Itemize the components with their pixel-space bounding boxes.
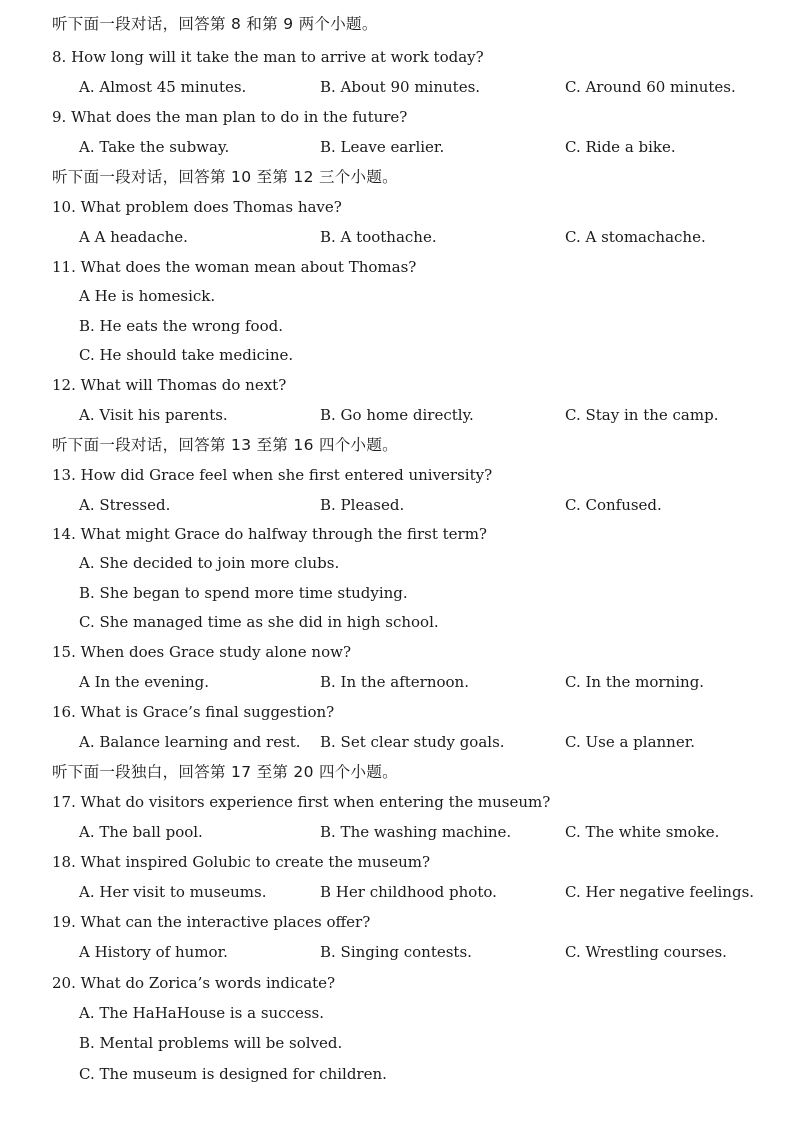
question-13-options	[0, 490, 800, 520]
question-20	[0, 968, 800, 998]
question-11-option-b	[0, 311, 800, 341]
question-20-option-b	[0, 1028, 800, 1058]
question-18	[0, 847, 800, 877]
question-14	[0, 519, 800, 549]
section-header-text: 听下面一段对话，回答第 13 至第 16 四个小题。	[52, 436, 398, 454]
option-a: A. Balance learning and rest.	[79, 733, 301, 751]
question-14-option-a	[0, 548, 800, 578]
option-a: A. Take the subway.	[79, 138, 230, 156]
option-c: C. Wrestling courses.	[565, 943, 727, 961]
option-b: B. He eats the wrong food.	[79, 317, 283, 335]
option-a: A. Her visit to museums.	[79, 883, 267, 901]
section-header	[0, 9, 800, 39]
section-header-text: 听下面一段对话，回答第 10 至第 12 三个小题。	[52, 168, 398, 186]
option-b: B. Singing contests.	[320, 943, 472, 961]
option-a: A. The HaHaHouse is a success.	[79, 1004, 325, 1022]
option-c: C. Her negative feelings.	[565, 883, 755, 901]
question-17-options	[0, 817, 800, 847]
question-16-options	[0, 727, 800, 757]
section-header	[0, 757, 800, 787]
section-header-text: 听下面一段独白，回答第 17 至第 20 四个小题。	[52, 763, 398, 781]
option-a: A. The ball pool.	[79, 823, 203, 841]
option-a: A. Visit his parents.	[79, 406, 228, 424]
question-11-option-c	[0, 340, 800, 370]
question-12-options	[0, 400, 800, 430]
question-text: 16. What is Grace’s final suggestion?	[52, 703, 335, 721]
option-c: C. Confused.	[565, 496, 662, 514]
option-b: B. A toothache.	[320, 228, 437, 246]
option-b: B. She began to spend more time studying.	[79, 584, 408, 602]
question-9-options	[0, 132, 800, 162]
option-b: B. Set clear study goals.	[320, 733, 505, 751]
question-text: 11. What does the woman mean about Thomas?	[52, 258, 417, 276]
question-15-options	[0, 667, 800, 697]
section-header-text: 听下面一段对话，回答第 8 和第 9 两个小题。	[52, 15, 378, 33]
question-15	[0, 637, 800, 667]
option-a: A He is homesick.	[79, 287, 216, 305]
question-9	[0, 102, 800, 132]
option-b: B. Leave earlier.	[320, 138, 445, 156]
option-a: A. Almost 45 minutes.	[79, 78, 247, 96]
option-c: C. He should take medicine.	[79, 346, 294, 364]
question-text: 20. What do Zorica’s words indicate?	[52, 974, 336, 992]
question-text: 10. What problem does Thomas have?	[52, 198, 342, 216]
question-text: 12. What will Thomas do next?	[52, 376, 287, 394]
question-11-option-a	[0, 281, 800, 311]
option-c: C. In the morning.	[565, 673, 705, 691]
question-19-options	[0, 937, 800, 967]
question-8-options	[0, 72, 800, 102]
question-text: 8. How long will it take the man to arrive at work today?	[52, 48, 484, 66]
option-c: C. Around 60 minutes.	[565, 78, 736, 96]
question-11	[0, 252, 800, 282]
option-c: C. A stomachache.	[565, 228, 706, 246]
question-17	[0, 787, 800, 817]
section-header	[0, 430, 800, 460]
question-10	[0, 192, 800, 222]
option-a: A. Stressed.	[79, 496, 171, 514]
option-b: B. The washing machine.	[320, 823, 512, 841]
option-c: C. Stay in the camp.	[565, 406, 719, 424]
option-b: B. Go home directly.	[320, 406, 474, 424]
option-a: A A headache.	[79, 228, 188, 246]
option-c: C. The museum is designed for children.	[79, 1065, 387, 1083]
option-c: C. She managed time as she did in high school.	[79, 613, 439, 631]
question-text: 19. What can the interactive places offer?	[52, 913, 371, 931]
option-b: B. Mental problems will be solved.	[79, 1034, 343, 1052]
option-b: B. Pleased.	[320, 496, 405, 514]
option-b: B Her childhood photo.	[320, 883, 497, 901]
question-text: 17. What do visitors experience first when entering the museum?	[52, 793, 551, 811]
question-8	[0, 42, 800, 72]
question-20-option-a	[0, 998, 800, 1028]
option-c: C. Use a planner.	[565, 733, 696, 751]
option-a: A In the evening.	[79, 673, 210, 691]
question-19	[0, 907, 800, 937]
option-b: B. In the afternoon.	[320, 673, 469, 691]
section-header	[0, 162, 800, 192]
question-10-options	[0, 222, 800, 252]
option-b: B. About 90 minutes.	[320, 78, 481, 96]
question-13	[0, 460, 800, 490]
question-12	[0, 370, 800, 400]
question-text: 9. What does the man plan to do in the future?	[52, 108, 408, 126]
question-20-option-c	[0, 1059, 800, 1089]
option-c: C. The white smoke.	[565, 823, 720, 841]
option-a: A. She decided to join more clubs.	[79, 554, 340, 572]
question-18-options	[0, 877, 800, 907]
option-a: A History of humor.	[79, 943, 228, 961]
question-14-option-c	[0, 607, 800, 637]
question-text: 15. When does Grace study alone now?	[52, 643, 352, 661]
question-text: 14. What might Grace do halfway through the first term?	[52, 525, 487, 543]
question-16	[0, 697, 800, 727]
question-14-option-b	[0, 578, 800, 608]
question-text: 13. How did Grace feel when she first entered university?	[52, 466, 493, 484]
option-c: C. Ride a bike.	[565, 138, 676, 156]
question-text: 18. What inspired Golubic to create the museum?	[52, 853, 431, 871]
